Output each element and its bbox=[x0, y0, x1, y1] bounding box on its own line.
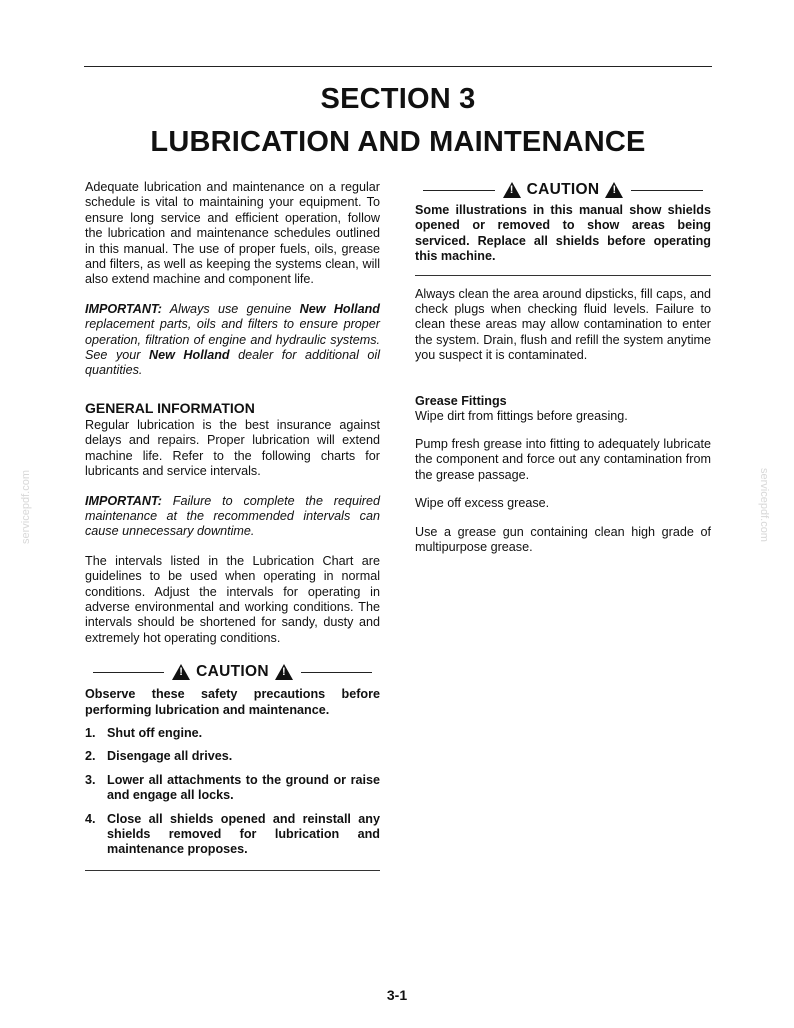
important-text: Failure to complete the required maintenance at the recommended intervals can cause unnecessary downtime. bbox=[85, 493, 380, 539]
grease-fittings-heading: Grease Fittings bbox=[415, 393, 507, 408]
caution-text: Some illustrations in this manual show shields opened or removed to show areas being serviced. Replace all shields before operating this machine. bbox=[415, 203, 711, 264]
general-information-paragraph: Regular lubrication is the best insurance against delays and repairs. Proper lubrication will extend machine life. Refer to the following charts for lubricants and service intervals. bbox=[85, 417, 380, 479]
intervals-paragraph: The intervals listed in the Lubrication Chart are guidelines to be used when operating in normal conditions. Adjust the intervals for operating in adverse environmental and working conditions. The intervals should be shortened for sandy, dusty and extremely hot operating conditions. bbox=[85, 553, 380, 645]
caution-header bbox=[415, 179, 711, 201]
caution-rule bbox=[93, 672, 164, 673]
step-number: 2. bbox=[85, 749, 96, 764]
warning-triangle-icon: ! bbox=[172, 664, 190, 680]
warning-triangle-icon: ! bbox=[275, 664, 293, 680]
step-number: 4. bbox=[85, 811, 96, 826]
brand-name: New Holland bbox=[299, 301, 380, 316]
caution-bottom-rule bbox=[85, 870, 380, 871]
step-text: Disengage all drives. bbox=[107, 749, 233, 764]
caution-bottom-rule bbox=[415, 275, 711, 276]
step-number: 1. bbox=[85, 725, 96, 740]
caution-rule bbox=[631, 190, 703, 191]
caution-rule bbox=[423, 190, 495, 191]
step-number: 3. bbox=[85, 772, 96, 787]
caution-text: Observe these safety precautions before performing lubrication and maintenance. bbox=[85, 687, 380, 717]
warning-triangle-icon: ! bbox=[503, 182, 521, 198]
important-note-maintenance bbox=[85, 494, 380, 540]
grease-paragraph: Use a grease gun containing clean high grade of multipurpose grease. bbox=[415, 524, 711, 555]
page-title: LUBRICATION AND MAINTENANCE bbox=[150, 126, 646, 158]
safety-steps-list bbox=[85, 726, 380, 858]
list-item bbox=[85, 726, 380, 741]
left-column bbox=[85, 180, 380, 871]
caution-header bbox=[85, 661, 380, 683]
brand-name: New Holland bbox=[149, 348, 230, 363]
list-item bbox=[85, 812, 380, 858]
watermark-right: servicepdf.com bbox=[758, 468, 770, 542]
top-rule bbox=[84, 66, 712, 67]
cleaning-paragraph: Always clean the area around dipsticks, fill caps, and check plugs when checking fluid levels. Failure to clean these areas may allow contamination to enter the system. Drain, flush and refill the system anytime you suspect it is contaminated. bbox=[415, 286, 711, 363]
right-column bbox=[415, 179, 711, 556]
step-text: Close all shields opened and reinstall any shields removed for lubrication and maintenance proposes. bbox=[107, 811, 380, 857]
watermark-left: servicepdf.com bbox=[20, 470, 32, 544]
caution-label: CAUTION bbox=[196, 663, 269, 681]
grease-paragraph: Wipe off excess grease. bbox=[415, 496, 550, 511]
general-information-heading: GENERAL INFORMATION bbox=[85, 399, 255, 416]
intro-paragraph: Adequate lubrication and maintenance on a regular schedule is vital to maintaining your equipment. To ensure long service and efficient operation, follow the lubrication and maintenance schedules outlined in this manual. The use of proper fuels, oils, grease and filters, as well as keeping the systems clean, will also extend machine and component life. bbox=[85, 180, 380, 287]
grease-paragraph: Pump fresh grease into fitting to adequately lubricate the component and force out any contamination from the grease passage. bbox=[415, 437, 711, 482]
list-item bbox=[85, 749, 380, 764]
step-text: Shut off engine. bbox=[107, 725, 203, 740]
caution-rule bbox=[301, 672, 372, 673]
caution-label: CAUTION bbox=[526, 181, 600, 199]
list-item bbox=[85, 773, 380, 804]
warning-triangle-icon: ! bbox=[605, 182, 623, 198]
section-number: SECTION 3 bbox=[320, 83, 476, 115]
important-text: dealer for additional oil quantities. bbox=[85, 348, 381, 378]
step-text: Lower all attachments to the ground or raise and engage all locks. bbox=[107, 772, 380, 803]
important-label: IMPORTANT: bbox=[85, 301, 162, 316]
grease-paragraph: Wipe dirt from fittings before greasing. bbox=[415, 408, 628, 423]
page-number: 3-1 bbox=[386, 987, 408, 1003]
important-text: Always use genuine bbox=[161, 301, 300, 316]
important-text: replacement parts, oils and filters to ensure proper operation, filtration of engine and hydraulic systems. See your bbox=[85, 317, 380, 363]
important-label: IMPORTANT: bbox=[85, 493, 162, 508]
important-note-parts bbox=[85, 302, 380, 379]
